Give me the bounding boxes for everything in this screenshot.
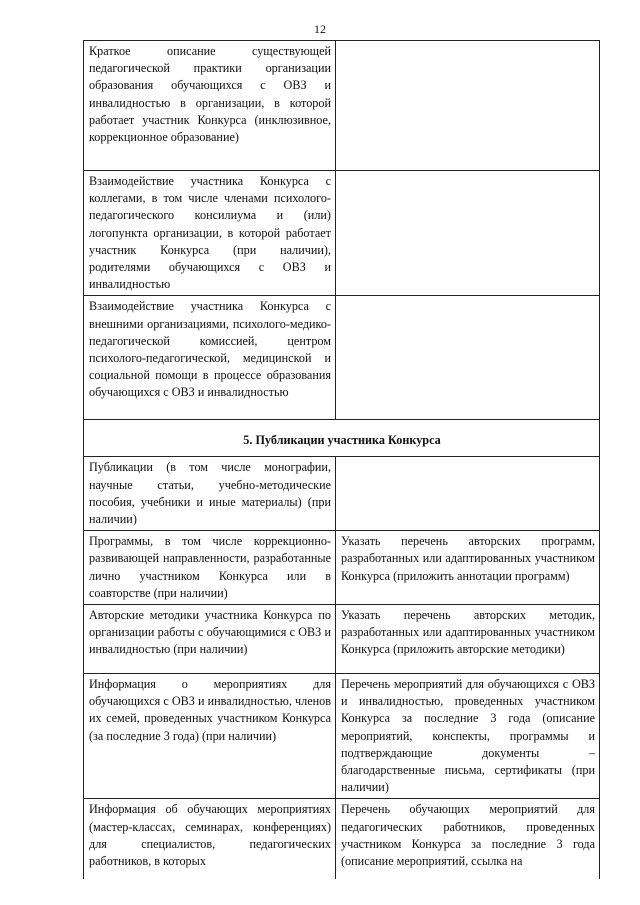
page-number: 12 — [314, 22, 326, 36]
response-cell[interactable] — [336, 457, 600, 531]
guidance-cell: Перечень обучающих мероприятий для педагогических работников, проведенных участником Конкурса за последние 3 года (описание мероприятий, ссылка на — [336, 799, 600, 879]
response-cell[interactable] — [336, 296, 600, 420]
criterion-cell: Взаимодействие участника Конкурса с коллегами, в том числе членами психолого-педагогического консилиума и (или) логопункта организации, в которой работает участник Конкурса (при наличии), родителями обучающихся с ОВЗ и инвалидностью — [84, 171, 336, 296]
response-cell[interactable] — [336, 171, 600, 296]
criterion-cell: Информация о мероприятиях для обучающихся с ОВЗ и инвалидностью, членов их семей, проведенных участником Конкурса (за последние 3 года) (при наличии) — [84, 674, 336, 799]
criterion-cell: Информация об обучающих мероприятиях (мастер-классах, семинарах, конференциях) для специалистов, педагогических работников, в которых — [84, 799, 336, 879]
table-row — [84, 531, 600, 605]
table-row — [84, 674, 600, 799]
table-row — [84, 605, 600, 674]
table-row — [84, 296, 600, 420]
section-heading-row — [84, 420, 600, 457]
table-row — [84, 41, 600, 171]
guidance-cell: Перечень мероприятий для обучающихся с ОВЗ и инвалидностью, проведенных участником Конкурса за последние 3 года (описание мероприятий, конспекты, программы и подтверждающие документы – благодарственные письма, сертификаты (при наличии) — [336, 674, 600, 799]
criterion-cell: Программы, в том числе коррекционно-развивающей направленности, разработанные лично участником Конкурса или в соавторстве (при наличии) — [84, 531, 336, 605]
section-title: 5. Публикации участника Конкурса — [84, 420, 600, 457]
criterion-cell: Авторские методики участника Конкурса по организации работы с обучающимися с ОВЗ и инвалидностью (при наличии) — [84, 605, 336, 674]
criterion-cell: Краткое описание существующей педагогической практики организации образования обучающихся с ОВЗ и инвалидностью в организации, в которой работает участник Конкурса (инклюзивное, коррекционное образование) — [84, 41, 336, 171]
criterion-cell: Взаимодействие участника Конкурса с внешними организациями, психолого-медико-педагогической комиссией, центром психолого-педагогической, медицинской и социальной помощи в процессе образования обучающихся с ОВЗ и инвалидностью — [84, 296, 336, 420]
guidance-cell: Указать перечень авторских методик, разработанных или адаптированных участником Конкурса (приложить авторские методики) — [336, 605, 600, 674]
table-row — [84, 799, 600, 879]
criterion-cell: Публикации (в том числе монографии, научные статьи, учебно-методические пособия, учебники и иные материалы) (при наличии) — [84, 457, 336, 531]
application-form-table — [83, 40, 600, 879]
guidance-cell: Указать перечень авторских программ, разработанных или адаптированных участником Конкурса (приложить аннотации программ) — [336, 531, 600, 605]
table-row — [84, 457, 600, 531]
response-cell[interactable] — [336, 41, 600, 171]
table-row — [84, 171, 600, 296]
